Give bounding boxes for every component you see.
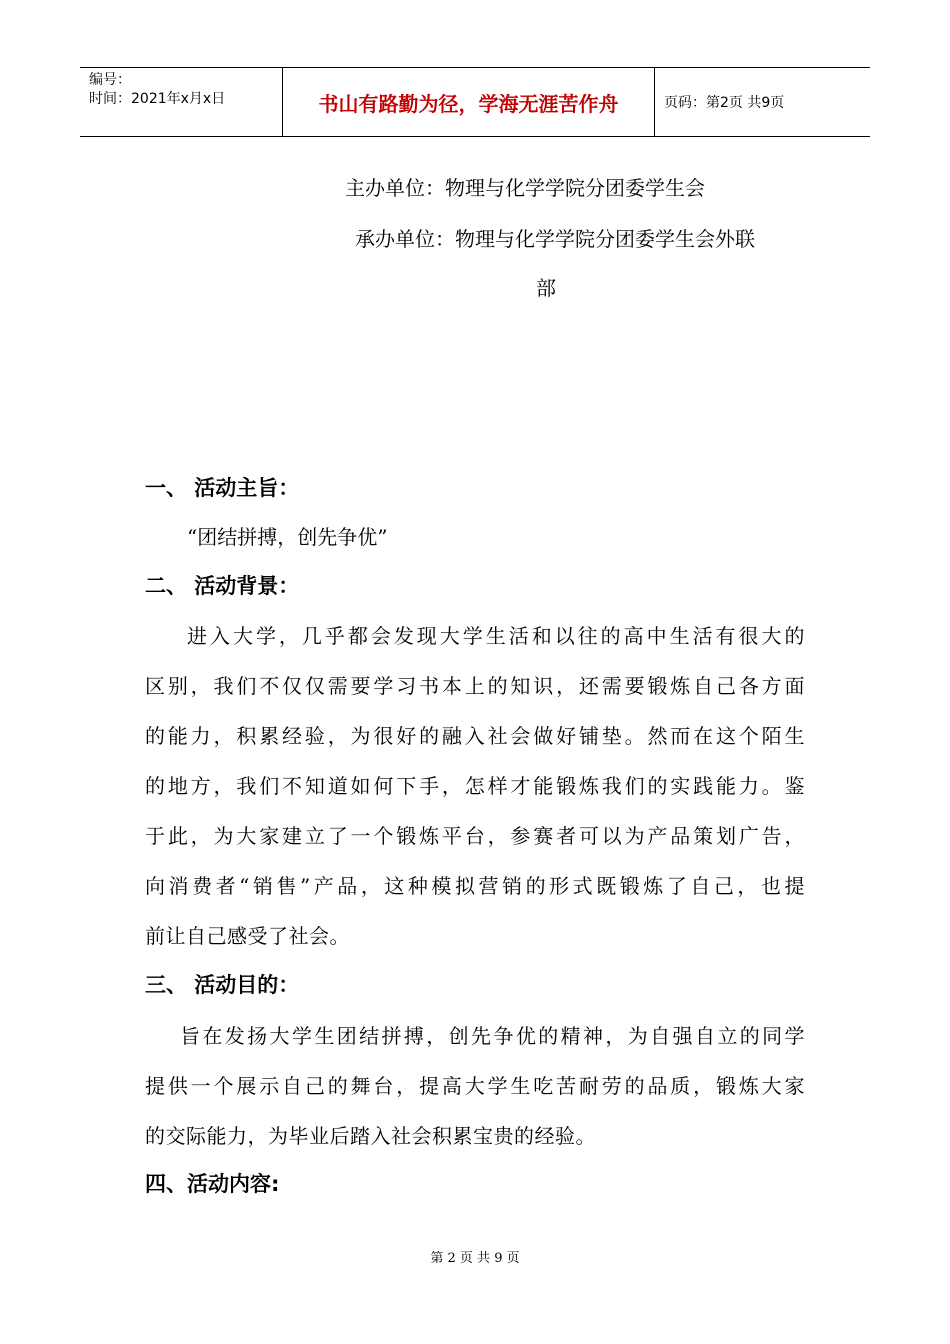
section-2-line: 区别，我们不仅仅需要学习书本上的知识，还需要锻炼自己各方面	[145, 674, 805, 698]
host-organizer: 主办单位：物理与化学学院分团委学生会	[345, 176, 705, 200]
section-2-line: 的能力，积累经验，为很好的融入社会做好铺垫。然而在这个陌生	[145, 724, 805, 748]
section-3-line: 的交际能力，为毕业后踏入社会积累宝贵的经验。	[145, 1124, 596, 1148]
section-3-heading: 三、 活动目的：	[145, 973, 300, 997]
time-label: 时间：2021年x月x日	[89, 91, 226, 107]
section-2-heading: 二、 活动背景：	[145, 574, 300, 598]
header-meta	[80, 68, 282, 136]
undertaker-organizer-cont: 部	[536, 276, 556, 300]
section-2-line: 于此，为大家建立了一个锻炼平台，参赛者可以为产品策划广告，	[145, 824, 805, 848]
section-2-line: 向消费者“销售”产品，这种模拟营销的形式既锻炼了自己，也提	[145, 874, 805, 898]
section-4-heading: 四、活动内容:	[145, 1172, 280, 1196]
section-2-line: 进入大学，几乎都会发现大学生活和以往的高中生活有很大的	[187, 624, 805, 648]
section-1-text: “团结拼搏，创先争优”	[187, 525, 388, 549]
section-2-line: 的地方，我们不知道如何下手，怎样才能锻炼我们的实践能力。鉴	[145, 774, 805, 798]
undertaker-organizer: 承办单位：物理与化学学院分团委学生会外联	[355, 227, 755, 251]
document-header	[80, 67, 870, 137]
section-1-heading: 一、 活动主旨：	[145, 476, 300, 500]
header-page-info: 页码：第2页 共9页	[664, 95, 785, 111]
number-label: 编号：	[89, 72, 131, 88]
section-2-line: 前让自己感受了社会。	[145, 924, 350, 948]
header-motto: 书山有路勤为径，学海无涯苦作舟	[282, 68, 655, 136]
page-footer: 第 2 页 共 9 页	[430, 1251, 520, 1266]
section-3-line: 提供一个展示自己的舞台，提高大学生吃苦耐劳的品质，锻炼大家	[145, 1074, 805, 1098]
section-3-line: 旨在发扬大学生团结拼搏，创先争优的精神，为自强自立的同学	[180, 1024, 805, 1048]
